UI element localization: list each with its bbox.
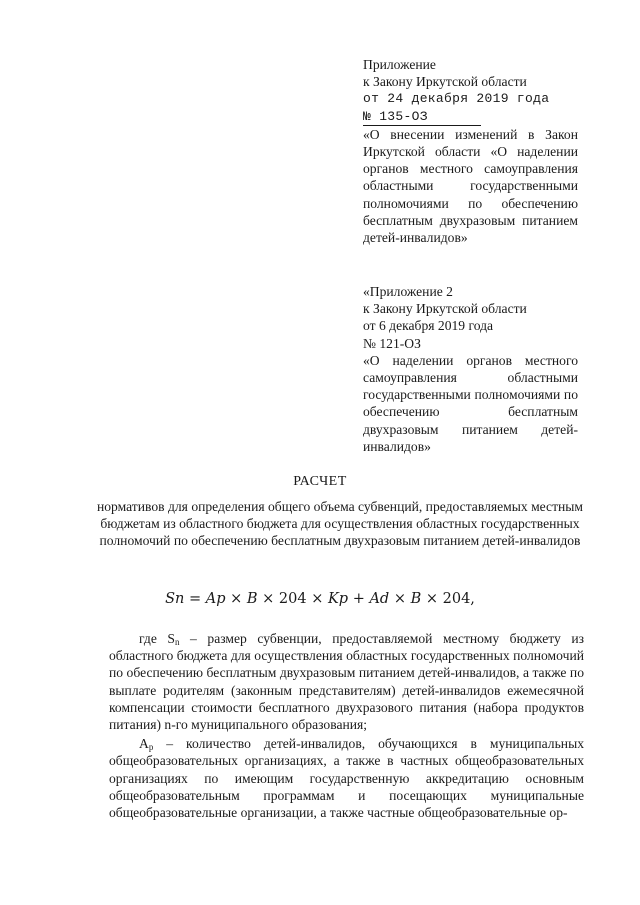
document-subheading: нормативов для определения общего объема субвенций, предоставляемых местным бюджетам из областного бюджета для осуществления областных государственных полномочий по обеспечению бесплатным двухразовым питанием детей-инвалидов: [96, 499, 584, 549]
ap-subscript: р: [148, 742, 154, 753]
formula-times-1: ×: [230, 591, 243, 607]
paragraph-ap: [109, 735, 584, 821]
formula-b-2: B: [410, 591, 422, 607]
ap-text: – количество детей-инвалидов, обучающихся в муниципальных общеобразовательных организациях, а также в частных общеобразовательных организациях по имеющим государственную аккредитацию основным общеобразовательным программам и посещающих муниципальные общеобразовательные организации, а также частные общеобразовательные ор-: [109, 736, 584, 821]
appendix2-title: «О наделении органов местного самоуправления областными государственными полномочиями по обеспечению бесплатным двухразовым питанием детей-инвалидов»: [363, 352, 578, 454]
appendix2-block: [363, 283, 578, 455]
appendix-block: [363, 56, 578, 246]
formula-times-3: ×: [311, 591, 324, 607]
body-text: [109, 630, 584, 821]
formula-times-2: ×: [262, 591, 275, 607]
appendix-label: Приложение: [363, 57, 436, 72]
formula-times-4: ×: [393, 591, 406, 607]
appendix2-number: № 121-ОЗ: [363, 335, 421, 351]
sn-text: – размер субвенции, предоставляемой местному бюджету из областного бюджета для осуществления областных государственных полномочий по обеспечению бесплатным двухразовым питанием детей-инвалидов, а также по выплате родителям (законным представителям) детей-инвалидов ежемесячной компенсации стоимости бесплатного двухразового питания (набора продуктов питания) n-го муниципального образования;: [109, 631, 585, 733]
appendix-number: № 135-ОЗ: [363, 108, 481, 126]
formula-ap: Ap: [205, 591, 226, 607]
paragraph-sn: [109, 630, 584, 733]
sn-subscript: n: [174, 637, 180, 647]
appendix-law: к Закону Иркутской области: [363, 74, 527, 90]
formula-ad: Ad: [369, 591, 390, 607]
appendix2-law: к Закону Иркутской области: [363, 301, 527, 317]
formula-lhs: Sn: [165, 591, 185, 607]
formula-eq: =: [188, 591, 202, 607]
formula-kp: Kp: [327, 591, 349, 607]
ap-prefix: А: [139, 736, 149, 752]
formula-204-2: 204,: [442, 591, 475, 607]
appendix2-label: «Приложение 2: [363, 284, 453, 299]
formula-plus: +: [352, 591, 365, 607]
formula-b-1: B: [246, 591, 258, 607]
appendix-date: от 24 декабря 2019 года: [363, 91, 550, 107]
formula-204-1: 204: [278, 591, 307, 607]
appendix2-date: от 6 декабря 2019 года: [363, 318, 494, 334]
appendix-title: «О внесении изменений в Закон Иркутской области «О наделении органов местного самоуправления областными государственными полномочиями по обеспечению бесплатным двухразовым питанием детей-инвалидов»: [363, 126, 578, 246]
document-heading: РАСЧЕТ: [293, 474, 347, 489]
formula: [0, 591, 640, 607]
formula-times-5: ×: [425, 591, 439, 607]
sn-prefix: где S: [139, 631, 175, 646]
